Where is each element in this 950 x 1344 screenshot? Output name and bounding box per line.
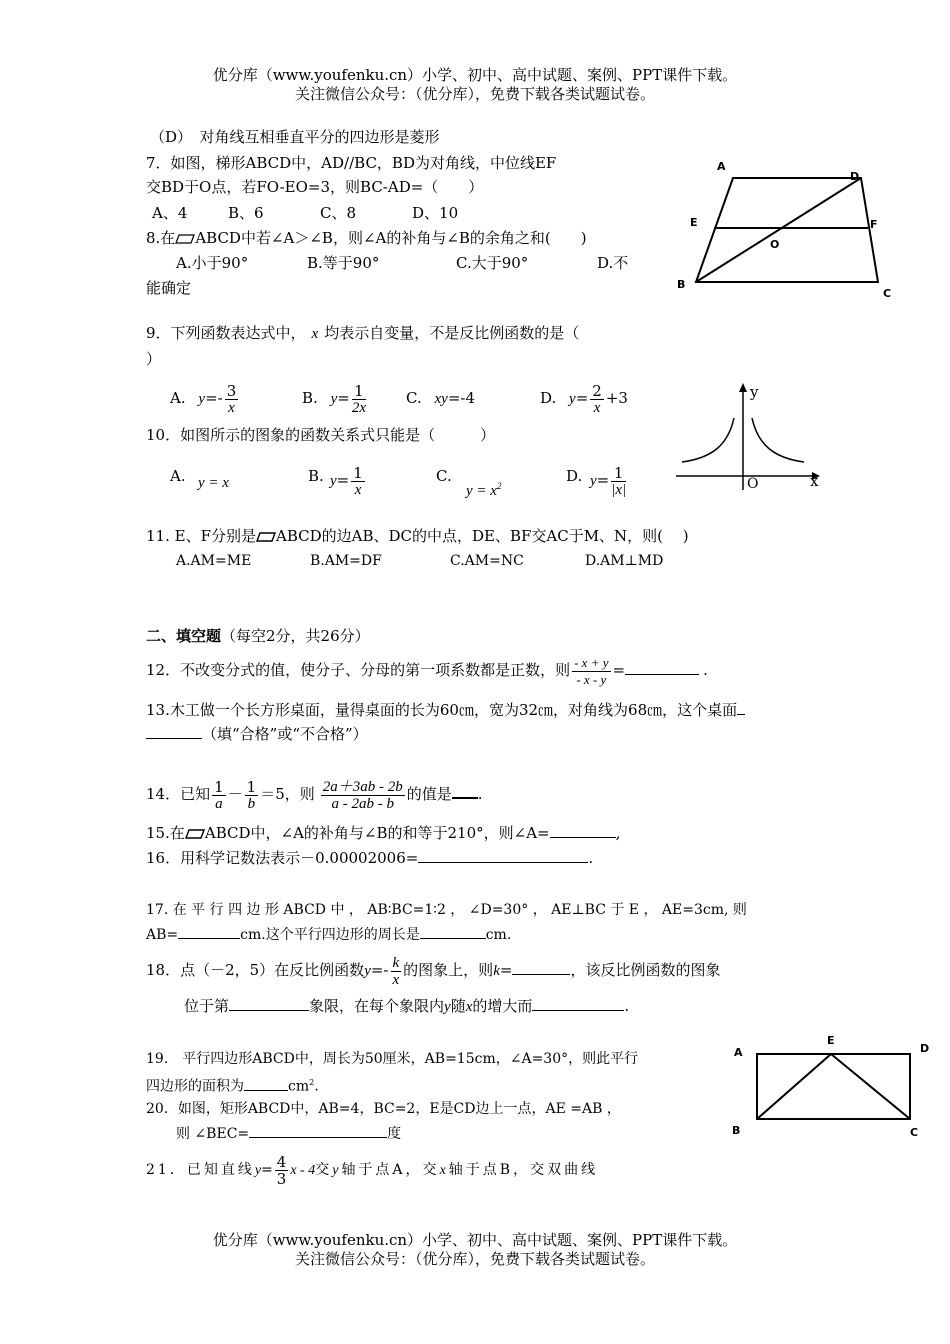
trapezoid-figure xyxy=(672,140,902,310)
q11-stem-b: ABCD的边AB、DC的中点，DE、BF交AC于M、N，则( ) xyxy=(275,527,689,545)
parallelogram-icon xyxy=(256,532,276,542)
q10-option-d-fraction xyxy=(611,465,626,498)
fraction-numerator: 1 xyxy=(353,463,363,482)
q17-perimeter-blank[interactable] xyxy=(420,938,486,939)
q20-answer-blank[interactable] xyxy=(249,1137,387,1138)
q16-answer-blank[interactable] xyxy=(418,862,588,863)
q15-answer-blank[interactable] xyxy=(550,837,616,838)
q9-option-b-lhs: y xyxy=(330,391,338,407)
header-line-1: 优分库（www.youfenku.cn）小学、初中、高中试题、案例、PPT课件下载。 xyxy=(212,66,738,84)
q11-stem xyxy=(146,526,689,546)
q18-end: . xyxy=(624,997,630,1015)
q10-option-c xyxy=(466,476,501,501)
q9-option-d xyxy=(540,378,628,419)
fraction-numerator: 1 xyxy=(214,777,224,796)
q7-line-1: 7．如图，梯形ABCD中，AD//BC，BD为对角线，中位线EF xyxy=(146,154,557,172)
q19-line-2 xyxy=(146,1073,319,1097)
q14-eq: ＝5，则 xyxy=(260,785,315,803)
q9-option-a-label: A. xyxy=(170,389,186,407)
q13-line-1 xyxy=(146,700,745,720)
q18-line-2-a: 位于第 xyxy=(184,997,230,1015)
q11-option-d: D.AM⊥MD xyxy=(585,553,664,569)
q18-var-y: y xyxy=(444,999,451,1015)
q9-option-d-label: D. xyxy=(540,389,557,407)
label-b: B xyxy=(732,1124,741,1137)
q18-line-2-b: 象限，在每个象限内 xyxy=(309,997,445,1015)
q7-option-d: D、10 xyxy=(412,204,459,222)
fraction-numerator: - x + y xyxy=(574,654,609,670)
q14-stem: 14．已知 xyxy=(146,785,211,803)
q16 xyxy=(146,848,593,868)
q7-option-a: A、4 xyxy=(152,204,188,222)
curve-left xyxy=(682,418,734,462)
q21-stem-b: 交 xyxy=(315,1162,333,1178)
fraction-numerator: k xyxy=(392,954,400,971)
q18-trend-blank[interactable] xyxy=(532,1010,624,1011)
trapezoid-outline xyxy=(696,178,878,282)
q10-option-b-label: B. xyxy=(308,467,324,485)
q14-fraction-3 xyxy=(321,779,405,812)
q9-stem-var: x xyxy=(311,326,319,342)
q12-end: . xyxy=(703,661,708,679)
fraction-denominator: 2x xyxy=(351,399,366,416)
q18-k: k xyxy=(493,963,500,979)
q8-stem-b: ABCD中若∠A＞∠B，则∠A的补角与∠B的余角之和( ) xyxy=(195,229,587,247)
q18-stem-c: = xyxy=(499,961,513,979)
q11-option-a: A.AM=ME xyxy=(176,553,252,569)
q9-option-c-expr: xy xyxy=(434,391,448,407)
q19-end: . xyxy=(314,1078,319,1095)
q20-line-2-b: 度 xyxy=(387,1126,402,1142)
q16-end: . xyxy=(588,849,594,867)
q9-option-c-label: C. xyxy=(406,389,422,407)
q7-option-b: B、6 xyxy=(228,204,264,222)
fraction-numerator: 1 xyxy=(246,777,257,796)
q19-line-2-a: 四边形的面积为 xyxy=(146,1078,244,1095)
fraction-denominator: |x| xyxy=(611,481,627,498)
footer-line-1: 优分库（www.youfenku.cn）小学、初中、高中试题、案例、PPT课件下载。 xyxy=(212,1231,738,1249)
q19-answer-blank[interactable] xyxy=(244,1090,288,1091)
q11-option-b: B.AM=DF xyxy=(310,553,382,569)
q8-continuation: 能确定 xyxy=(146,279,192,297)
q8-option-b: B.等于90° xyxy=(307,254,380,272)
q7-option-c: C、8 xyxy=(320,204,357,222)
label-o: O xyxy=(770,238,780,251)
q14 xyxy=(146,774,483,814)
label-c: C xyxy=(910,1126,919,1139)
q19-line-1: 19. 平行四边形ABCD中，周长为50厘米，AB=15cm，∠A=30°，则此平行 xyxy=(146,1051,639,1067)
q14-minus: － xyxy=(227,785,243,803)
q12 xyxy=(146,650,708,690)
q21-stem-a: 21．已知直线 xyxy=(146,1162,255,1178)
q8-option-d: D.不 xyxy=(597,254,629,272)
q15-end: , xyxy=(615,824,621,842)
q12-fraction xyxy=(572,655,610,688)
label-e: E xyxy=(690,216,698,229)
q18-line-2-c: 随 xyxy=(450,997,466,1015)
q10-option-b xyxy=(330,460,367,501)
label-d: D xyxy=(920,1042,930,1055)
q17-line-2 xyxy=(146,925,511,945)
q20-line-2-a: 则 ∠BEC= xyxy=(176,1126,250,1142)
fraction-numerator: 4 xyxy=(276,1152,287,1171)
fraction-numerator: 1 xyxy=(352,383,366,400)
q8-stem-a: 8.在 xyxy=(146,229,176,247)
label-f: F xyxy=(870,218,878,231)
q8-option-a: A.小于90° xyxy=(176,254,249,272)
q8-option-c: C.大于90° xyxy=(456,254,529,272)
q13-answer-blank-start[interactable] xyxy=(737,714,745,715)
q10-option-d-lhs: y xyxy=(590,473,597,489)
y-axis-arrow-icon xyxy=(739,383,747,392)
fraction-denominator: x xyxy=(392,971,400,988)
q9-option-a-eq: =- xyxy=(205,389,223,407)
q17-line-2-b: cm.这个平行四边形的周长是 xyxy=(240,927,420,943)
q15-stem-a: 15.在 xyxy=(146,824,185,842)
section-2-note: （每空2分，共26分） xyxy=(221,627,370,645)
fraction-numerator: 2a＋3ab - 2b xyxy=(322,778,403,795)
fraction-denominator: 3 xyxy=(276,1169,287,1188)
parallelogram-icon xyxy=(185,829,205,839)
segment-be xyxy=(757,1054,831,1119)
q21-eq: = xyxy=(261,1162,273,1178)
diagonal-bd xyxy=(696,178,861,282)
q9-option-b-label: B. xyxy=(302,389,318,407)
q9-option-d-fraction xyxy=(590,383,604,416)
q15 xyxy=(146,823,620,843)
parallelogram-icon xyxy=(175,234,195,244)
q10-option-b-lhs: y xyxy=(330,473,337,489)
q9-option-d-rest: +3 xyxy=(605,389,628,407)
q12-stem: 12．不改变分式的值，使分子、分母的第一项系数都是正数，则 xyxy=(146,661,571,679)
fraction-numerator: 3 xyxy=(226,381,237,400)
q10-option-a-expr: y = x xyxy=(198,475,229,491)
q20-line-2 xyxy=(176,1124,401,1144)
q14-tail: 的值是 xyxy=(406,785,452,803)
q21 xyxy=(146,1150,598,1191)
rectangle-outline xyxy=(757,1054,910,1119)
q18-line-1 xyxy=(146,950,720,991)
fraction-numerator: 1 xyxy=(611,465,626,482)
label-d: D xyxy=(850,170,860,183)
label-a: A xyxy=(734,1046,743,1059)
q19-unit-sup: 2 xyxy=(309,1078,315,1087)
fraction-denominator: x xyxy=(593,399,601,416)
q13-line-1-text: 13.木工做一个长方形桌面，量得桌面的长为60㎝，宽为32㎝，对角线为68㎝，这个桌面 xyxy=(146,701,738,719)
q17-line-1: 17. 在 平 行 四 边 形 ABCD 中 ， AB∶BC=1∶2 ， ∠D=30° ， AE⊥BC 于 E ， AE=3cm, 则 xyxy=(146,902,747,918)
q12-answer-blank[interactable] xyxy=(625,674,699,675)
q19-unit: cm xyxy=(288,1078,310,1095)
q10-option-c-label: C. xyxy=(436,467,452,485)
q10-option-a-label: A. xyxy=(170,467,186,485)
q11-stem-a: 11. E、F分别是 xyxy=(146,527,256,545)
q9-stem-b: 均表示自变量，不是反比例函数的是（ xyxy=(324,324,580,342)
label-o: O xyxy=(747,476,759,492)
q13-line-2 xyxy=(146,724,368,744)
curve-right xyxy=(752,418,804,462)
q18-var-x: x xyxy=(465,999,473,1015)
reciprocal-graph-figure xyxy=(672,380,832,495)
q9-option-a-fraction xyxy=(225,383,239,416)
q7-line-2: 交BD于O点，若FO-EO=3，则BC-AD=（ ） xyxy=(146,178,484,196)
q10-option-d xyxy=(590,460,628,501)
q18-line-2 xyxy=(184,996,629,1017)
q14-fraction-1 xyxy=(212,779,226,812)
q10-option-d-eq: = xyxy=(596,471,610,489)
q8-stem xyxy=(146,228,587,248)
q18-quadrant-blank[interactable] xyxy=(229,1010,309,1011)
q18-k-blank[interactable] xyxy=(512,974,570,975)
label-y: y xyxy=(750,383,759,401)
q21-stem-d: 轴于点B，交双曲线 xyxy=(448,1162,599,1178)
q18-stem-a: 18．点（－2，5）在反比例函数 xyxy=(146,961,365,979)
q21-fraction xyxy=(275,1154,289,1187)
label-a: A xyxy=(717,160,726,173)
label-b: B xyxy=(677,278,686,291)
q21-stem-c: 轴于点A，交 xyxy=(341,1162,440,1178)
q11-option-c: C.AM=NC xyxy=(450,553,524,569)
q9-stem xyxy=(146,323,579,344)
q9-stem-a: 9．下列函数表达式中， xyxy=(146,324,306,342)
fraction-denominator: a xyxy=(215,795,223,812)
q17-line-2-c: cm. xyxy=(485,927,512,943)
q9-option-b-fraction xyxy=(352,383,366,416)
q15-stem-b: ABCD中，∠A的补角与∠B的和等于210°，则∠A= xyxy=(204,824,550,842)
q9-option-d-eq: = xyxy=(575,389,589,407)
q14-fraction-2 xyxy=(245,779,259,812)
q6-option-d: （D） 对角线互相垂直平分的四边形是菱形 xyxy=(150,128,440,146)
q13-answer-blank[interactable] xyxy=(146,738,202,739)
q10-option-c-expr: y = x xyxy=(466,483,497,499)
label-c: C xyxy=(883,287,892,300)
section-2-heading xyxy=(146,626,370,646)
q13-line-2-text: （填“合格”或“不合格”） xyxy=(202,725,368,743)
q14-answer-blank[interactable] xyxy=(452,797,478,799)
header-line-2: 关注微信公众号：（优分库），免费下载各类试题试卷。 xyxy=(294,85,655,103)
q18-fraction xyxy=(391,955,402,988)
q10-option-b-eq: = xyxy=(336,471,350,489)
q12-equals: = xyxy=(612,661,626,679)
footer-line-2: 关注微信公众号：（优分库），免费下载各类试题试卷。 xyxy=(294,1250,655,1268)
label-x: x xyxy=(810,472,819,490)
fraction-denominator: x xyxy=(354,481,362,498)
fraction-numerator: 2 xyxy=(592,381,602,400)
q9-close: ） xyxy=(146,350,162,368)
q18-stem-d: ，该反比例函数的图象 xyxy=(570,961,721,979)
q10-stem: 10．如图所示的图象的函数关系式只能是（ ） xyxy=(146,426,496,444)
q18-lhs: y xyxy=(364,963,371,979)
q21-var-y: y xyxy=(332,1163,342,1178)
q9-option-a xyxy=(170,378,240,419)
label-e: E xyxy=(827,1034,835,1047)
q18-eq: =- xyxy=(370,961,389,979)
q16-stem: 16．用科学记数法表示－0.00002006= xyxy=(146,849,419,867)
fraction-denominator: b xyxy=(247,795,256,812)
q9-option-d-lhs: y xyxy=(569,391,576,407)
q21-expr: x - 4 xyxy=(290,1163,316,1178)
q17-line-2-a: AB= xyxy=(146,927,179,943)
fraction-denominator: - x - y xyxy=(576,671,607,687)
q9-option-a-lhs: y xyxy=(198,391,206,407)
q10-option-c-sup: 2 xyxy=(496,481,502,491)
q9-option-c xyxy=(406,378,475,419)
q9-option-b-eq: = xyxy=(337,389,350,407)
q21-var-x: x xyxy=(439,1163,449,1178)
q10-option-d-label: D. xyxy=(566,467,583,485)
q18-line-2-d: 的增大而 xyxy=(472,997,533,1015)
q14-end: . xyxy=(477,785,483,803)
section-2-title: 二、填空题 xyxy=(146,627,222,645)
q21-lhs: y xyxy=(254,1163,262,1178)
fraction-denominator: a - 2ab - b xyxy=(331,795,394,812)
fraction-denominator: x xyxy=(228,399,235,416)
q20-line-1: 20．如图，矩形ABCD中，AB=4，BC=2，E是CD边上一点，AE =AB ， xyxy=(146,1101,621,1117)
q18-stem-b: 的图象上，则 xyxy=(403,961,494,979)
segment-ec xyxy=(831,1054,910,1119)
q9-option-b xyxy=(302,378,368,419)
q9-option-c-rest: =-4 xyxy=(447,389,476,407)
q17-ab-blank[interactable] xyxy=(178,938,240,939)
rectangle-figure xyxy=(728,1030,934,1145)
q10-option-b-fraction xyxy=(351,465,365,498)
